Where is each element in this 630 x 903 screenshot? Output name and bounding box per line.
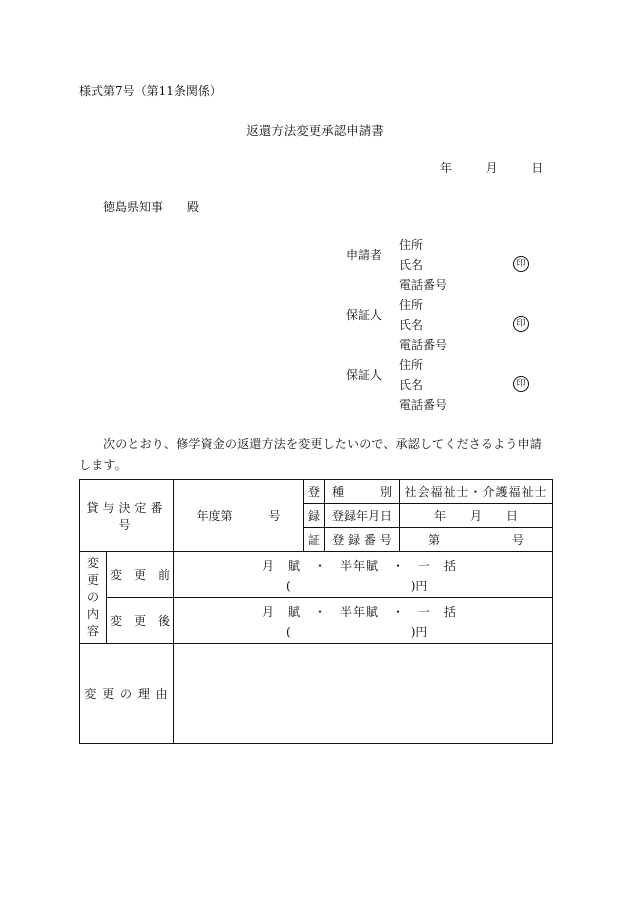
party-name-label: 氏名	[399, 378, 424, 392]
party-role: 保証人	[346, 368, 383, 382]
reason-field[interactable]	[174, 644, 553, 744]
amount-line[interactable]: ( )円	[286, 578, 428, 593]
loan-number-label: 貸与決定番号	[80, 480, 174, 552]
reason-label: 変 更 の 理 由	[80, 644, 174, 744]
after-change-label: 変 更 後	[107, 598, 174, 644]
date-year: 年	[440, 161, 453, 175]
registration-date-field[interactable]: 年 月 日	[400, 504, 553, 528]
party-address-label: 住所	[399, 358, 424, 372]
registration-number-field[interactable]: 第 号	[400, 528, 553, 552]
document-title: 返還方法変更承認申請書	[246, 123, 384, 138]
loan-number-field[interactable]: 年度第 号	[174, 480, 304, 552]
date-month: 月	[485, 161, 498, 175]
change-content-char: 変	[86, 556, 99, 570]
party-phone-label: 電話番号	[399, 338, 448, 352]
change-content-char: の	[86, 590, 99, 604]
party-name-label: 氏名	[399, 318, 424, 332]
after-change-field[interactable]	[174, 598, 553, 644]
change-content-char: 内	[86, 607, 99, 621]
kind-label: 種 別	[325, 480, 400, 504]
party-role: 保証人	[346, 308, 383, 322]
party-phone-label: 電話番号	[399, 398, 448, 412]
addressee: 徳島県知事 殿	[103, 200, 200, 214]
seal-icon: 印	[513, 256, 529, 272]
change-content-char: 容	[86, 624, 99, 638]
before-change-label: 変 更 前	[107, 552, 174, 598]
change-content-label	[80, 552, 107, 644]
party-role: 申請者	[346, 248, 383, 262]
seal-icon: 印	[513, 376, 529, 392]
change-content-char: 更	[86, 573, 99, 587]
date-line	[440, 159, 543, 176]
party-address-label: 住所	[399, 298, 424, 312]
payment-method-options[interactable]: 月 賦 ・ 半年賦 ・ 一 括	[262, 604, 458, 619]
intro-paragraph: 次のとおり、修学資金の返還方法を変更したいので、承認してくださるよう申請します。	[79, 437, 542, 472]
registration-label-char-1: 登	[304, 480, 325, 504]
party-phone-label: 電話番号	[399, 278, 448, 292]
registration-date-label: 登録年月日	[325, 504, 400, 528]
date-day: 日	[531, 161, 544, 175]
seal-icon: 印	[513, 316, 529, 332]
amount-line[interactable]: ( )円	[286, 624, 428, 639]
application-table	[79, 479, 553, 744]
party-name-label: 氏名	[399, 258, 424, 272]
registration-label-char-2: 録	[304, 504, 325, 528]
kind-value[interactable]: 社会福祉士・介護福祉士	[400, 480, 553, 504]
registration-number-label: 登 録 番 号	[325, 528, 400, 552]
form-number: 様式第7号（第11条関係）	[79, 84, 222, 98]
registration-label-char-3: 証	[304, 528, 325, 552]
payment-method-options[interactable]: 月 賦 ・ 半年賦 ・ 一 括	[262, 558, 458, 573]
before-change-field[interactable]	[174, 552, 553, 598]
party-address-label: 住所	[399, 238, 424, 252]
